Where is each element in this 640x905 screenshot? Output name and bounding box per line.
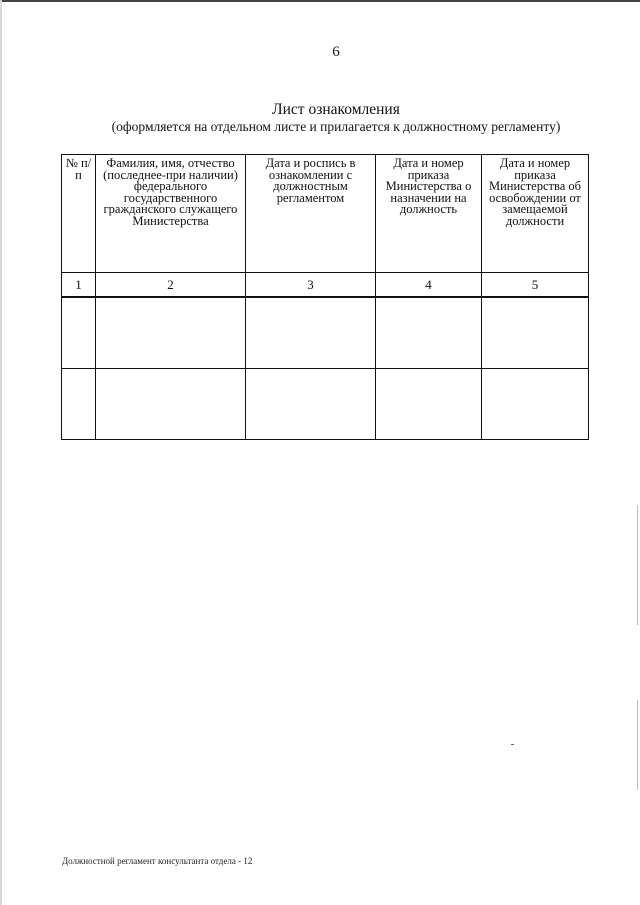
table-cell[interactable]: [96, 297, 246, 369]
column-number-row: [62, 273, 589, 298]
scan-mark: [511, 744, 514, 745]
column-number: 4: [376, 273, 482, 298]
table-header-row: [62, 155, 589, 273]
page-left-edge: [0, 0, 2, 905]
header-label: Дата и номер приказа Министерства об освобождении от замещаемой должности: [488, 156, 582, 228]
column-number: 2: [96, 273, 246, 298]
table-cell[interactable]: [246, 369, 376, 440]
header-label: Дата и номер приказа Министерства о назначении на должность: [385, 156, 472, 216]
page-number: 6: [332, 44, 340, 60]
table-cell[interactable]: [96, 369, 246, 440]
column-number: 5: [482, 273, 589, 298]
header-label: Фамилия, имя, отчество (последнее-при наличии) федерального государственного гражданского служащего Министерства: [103, 156, 238, 228]
acknowledgement-table: [61, 154, 589, 440]
table-cell[interactable]: [482, 297, 589, 369]
header-label: № п/п: [65, 156, 92, 182]
document-footer: Должностной регламент консультанта отдела - 12: [62, 856, 253, 866]
table-cell[interactable]: [62, 297, 96, 369]
table-cell[interactable]: [482, 369, 589, 440]
table-row: [62, 369, 589, 440]
header-cell-signature-date: [246, 155, 376, 273]
document-subtitle: (оформляется на отдельном листе и прилагается к должностному регламенту): [111, 119, 561, 134]
header-cell-appointment-order: [376, 155, 482, 273]
table-row: [62, 297, 589, 369]
scan-margin-mark: [637, 505, 638, 625]
scan-margin-mark: [637, 700, 638, 790]
header-cell-number: [62, 155, 96, 273]
table-cell[interactable]: [376, 297, 482, 369]
header-cell-full-name: [96, 155, 246, 273]
page-top-edge: [0, 0, 640, 2]
document-title: Лист ознакомления: [272, 101, 400, 118]
table-cell[interactable]: [246, 297, 376, 369]
header-label: Дата и роспись в ознакомлении с должностным регламентом: [265, 156, 356, 205]
header-cell-dismissal-order: [482, 155, 589, 273]
column-number: 1: [62, 273, 96, 298]
column-number: 3: [246, 273, 376, 298]
table-cell[interactable]: [62, 369, 96, 440]
table-cell[interactable]: [376, 369, 482, 440]
